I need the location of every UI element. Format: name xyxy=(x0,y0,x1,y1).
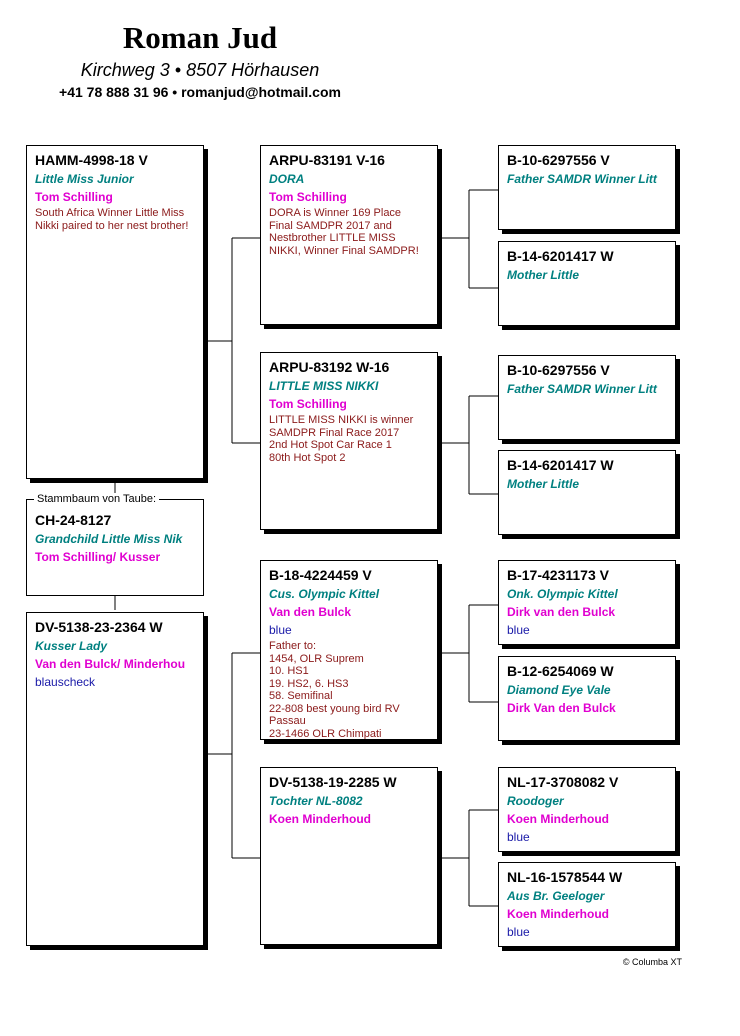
dam-ring-number: DV-5138-23-2364 W xyxy=(35,619,163,635)
dam-breeder: Van den Bulck/ Minderhou xyxy=(35,657,186,671)
sire-sire-sire-card[interactable] xyxy=(498,145,676,230)
breeder-contact: +41 78 888 31 96 • romanjud@hotmail.com xyxy=(59,84,341,100)
subject-card[interactable] xyxy=(26,499,204,596)
sire-dam-sire-ring-number: B-10-6297556 V xyxy=(507,362,610,378)
dam-color: blauscheck xyxy=(35,675,96,689)
dam-sire-sire-card[interactable] xyxy=(498,560,676,645)
sire-dam-name: LITTLE MISS NIKKI xyxy=(269,379,379,393)
sire-card[interactable] xyxy=(26,145,204,479)
sire-sire-sire-ring-number: B-10-6297556 V xyxy=(507,152,610,168)
dam-sire-sire-name: Onk. Olympic Kittel xyxy=(507,587,618,601)
dam-sire-name: Cus. Olympic Kittel xyxy=(269,587,380,601)
dam-sire-sire-color: blue xyxy=(507,623,530,637)
dam-dam-sire-ring-number: NL-17-3708082 V xyxy=(507,774,619,790)
dam-dam-dam-name: Aus Br. Geeloger xyxy=(507,889,605,903)
sire-dam-sire-card[interactable] xyxy=(498,355,676,440)
dam-sire-sire-ring-number: B-17-4231173 V xyxy=(507,567,609,583)
sire-sire-notes: DORA is Winner 169 Place Final SAMDPR 2017 and Nestbrother LITTLE MISS NIKKI, Winner Final SAMDPR! xyxy=(269,207,419,257)
subject-breeder: Tom Schilling/ Kusser xyxy=(35,550,161,564)
sire-sire-dam-card[interactable] xyxy=(498,241,676,326)
sire-dam-breeder: Tom Schilling xyxy=(269,397,347,411)
dam-dam-dam-ring-number: NL-16-1578544 W xyxy=(507,869,623,885)
dam-dam-ring-number: DV-5138-19-2285 W xyxy=(269,774,397,790)
sire-breeder: Tom Schilling xyxy=(35,190,113,204)
sire-sire-sire-name: Father SAMDR Winner Litt xyxy=(507,172,657,186)
dam-sire-notes: Father to: 1454, OLR Suprem 10. HS1 19. HS2, 6. HS3 58. Semifinal 22-808 best young bird RV Passau 23-1466 OLR Chimpati xyxy=(269,640,400,740)
sire-sire-card[interactable] xyxy=(260,145,438,325)
dam-dam-sire-card[interactable] xyxy=(498,767,676,852)
sire-name: Little Miss Junior xyxy=(35,172,134,186)
sire-dam-dam-name: Mother Little xyxy=(507,477,579,491)
dam-sire-breeder: Van den Bulck xyxy=(269,605,352,619)
sire-sire-ring-number: ARPU-83191 V-16 xyxy=(269,152,385,168)
dam-dam-sire-breeder: Koen Minderhoud xyxy=(507,812,609,826)
sire-ring-number: HAMM-4998-18 V xyxy=(35,152,148,168)
sire-dam-card[interactable] xyxy=(260,352,438,530)
dam-card[interactable] xyxy=(26,612,204,946)
sire-sire-dam-name: Mother Little xyxy=(507,268,579,282)
dam-dam-name: Tochter NL-8082 xyxy=(269,794,363,808)
sire-sire-breeder: Tom Schilling xyxy=(269,190,347,204)
dam-sire-card[interactable] xyxy=(260,560,438,740)
sire-sire-dam-ring-number: B-14-6201417 W xyxy=(507,248,614,264)
dam-name: Kusser Lady xyxy=(35,639,108,653)
subject-ring-number: CH-24-8127 xyxy=(35,512,112,528)
sire-dam-dam-ring-number: B-14-6201417 W xyxy=(507,457,614,473)
dam-dam-dam-card[interactable] xyxy=(498,862,676,947)
dam-dam-sire-color: blue xyxy=(507,830,530,844)
dam-sire-dam-card[interactable] xyxy=(498,656,676,741)
sire-notes: South Africa Winner Little Miss Nikki paired to her nest brother! xyxy=(35,207,189,232)
dam-dam-breeder: Koen Minderhoud xyxy=(269,812,371,826)
dam-dam-dam-breeder: Koen Minderhoud xyxy=(507,907,609,921)
pedigree-of-label: Stammbaum von Taube: xyxy=(34,493,159,505)
dam-sire-dam-ring-number: B-12-6254069 W xyxy=(507,663,614,679)
dam-dam-dam-color: blue xyxy=(507,925,530,939)
breeder-address: Kirchweg 3 • 8507 Hörhausen xyxy=(80,60,320,80)
dam-dam-card[interactable] xyxy=(260,767,438,945)
copyright-footer: © Columba XT xyxy=(622,957,682,967)
sire-sire-name: DORA xyxy=(269,172,305,186)
sire-dam-dam-card[interactable] xyxy=(498,450,676,535)
sire-dam-sire-name: Father SAMDR Winner Litt xyxy=(507,382,657,396)
dam-sire-ring-number: B-18-4224459 V xyxy=(269,567,372,583)
sire-dam-ring-number: ARPU-83192 W-16 xyxy=(269,359,390,375)
dam-sire-dam-name: Diamond Eye Vale xyxy=(507,683,611,697)
sire-dam-notes: LITTLE MISS NIKKI is winner SAMDPR Final Race 2017 2nd Hot Spot Car Race 1 80th Hot Spot 2 xyxy=(269,414,414,464)
breeder-name: Roman Jud xyxy=(122,20,278,55)
dam-sire-sire-breeder: Dirk van den Bulck xyxy=(507,605,616,619)
dam-sire-color: blue xyxy=(269,623,292,637)
dam-dam-sire-name: Roodoger xyxy=(507,794,564,808)
dam-sire-dam-breeder: Dirk Van den Bulck xyxy=(507,701,616,715)
subject-name: Grandchild Little Miss Nik xyxy=(35,532,183,546)
